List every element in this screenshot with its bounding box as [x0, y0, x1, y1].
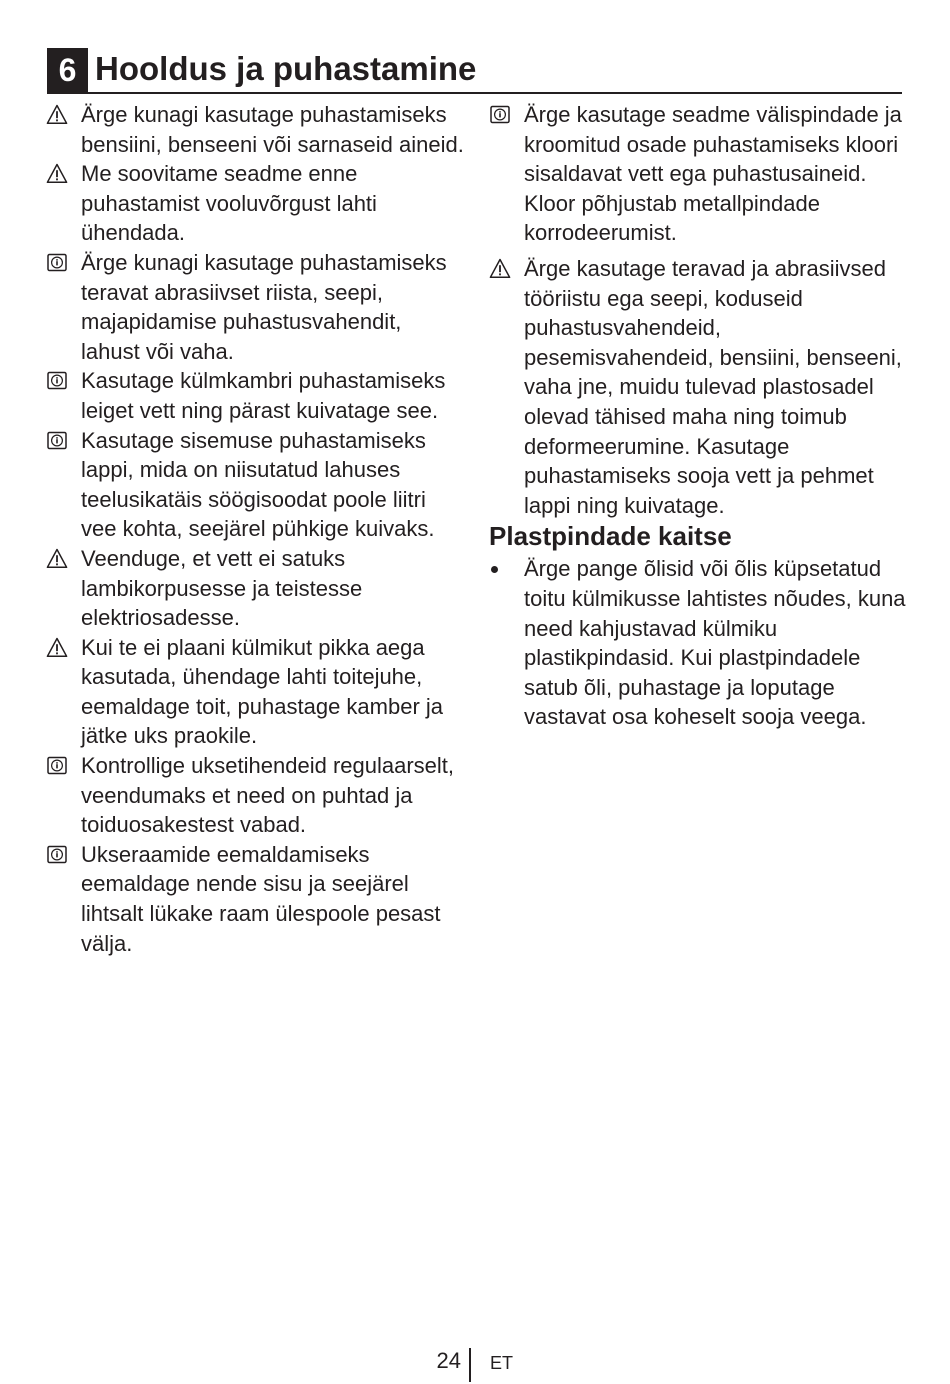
bullet-item: [489, 554, 909, 732]
list-item: [46, 544, 466, 633]
info-icon: [489, 104, 511, 125]
list-item: [489, 254, 909, 520]
list-item: [46, 366, 466, 425]
item-text: Ärge kunagi kasutage puhastamiseks teravat abrasiivset riista, seepi, majapidamise puhastusvahendit, lahust või vaha.: [81, 249, 447, 364]
item-text: Kontrollige uksetihendeid regulaarselt, veendumaks et need on puhtad ja toiduosakestest vabad.: [81, 753, 455, 838]
left-column: [46, 100, 466, 958]
item-text: Ärge kasutage teravad ja abrasiivsed tööriistu ega seepi, koduseid puhastusvahendeid, pesemisvahendeid, bensiini, benseeni, vaha jne, muidu tulevad plastosadel olevad tähised maha ning toimub deformeerumine. Kasutage puhastamiseks sooja vett ja pehmet lappi ning kuivatage.: [524, 255, 902, 518]
chapter-title: Hooldus ja puhastamine: [95, 50, 477, 87]
warning-icon: [46, 104, 68, 125]
item-text: Me soovitame seadme enne puhastamist vooluvõrgust lahti ühendada.: [81, 161, 377, 246]
list-item: [46, 159, 466, 248]
list-item: [46, 633, 466, 751]
right-column: [489, 100, 909, 732]
info-icon: [46, 252, 68, 273]
list-item: [46, 426, 466, 544]
language-code: ET: [490, 1353, 514, 1373]
list-item: [46, 751, 466, 840]
item-text: Ärge kasutage seadme välispindade ja kroomitud osade puhastamiseks kloori sisaldavat vett ega puhastusaineid. Kloor põhjustab metallpindade korrodeerumist.: [524, 102, 902, 246]
bullet-icon: [491, 566, 498, 573]
item-text: Ukseraamide eemaldamiseks eemaldage nende sisu ja seejärel lihtsalt lükake raam ülespoole pesast välja.: [81, 841, 441, 956]
page-footer: [0, 1346, 950, 1384]
footer-divider: [469, 1348, 471, 1382]
item-text: Ärge kunagi kasutage puhastamiseks bensiini, benseeni või sarnaseid aineid.: [81, 102, 464, 157]
item-text: Ärge pange õlisid või õlis küpsetatud toitu külmikusse lahtistes nõudes, kuna need kahjustavad külmiku plastikpindasid. Kui plastpindadele satub õli, puhastage ja loputage vastavat osa koheselt sooja veega.: [524, 556, 906, 730]
item-text: Veenduge, et vett ei satuks lambikorpusesse ja teistesse elektriosadesse.: [81, 545, 363, 631]
list-item: [489, 100, 909, 248]
warning-icon: [46, 548, 68, 569]
list-item: [46, 248, 466, 366]
warning-icon: [489, 258, 511, 279]
info-icon: [46, 430, 68, 451]
item-text: Kasutage külmkambri puhastamiseks leiget vett ning pärast kuivatage see.: [81, 368, 446, 423]
section-heading: Plastpindade kaitse: [489, 521, 732, 552]
info-icon: [46, 370, 68, 391]
chapter-number: 6: [47, 48, 88, 92]
warning-icon: [46, 637, 68, 658]
item-text: Kasutage sisemuse puhastamiseks lappi, mida on niisutatud lahuses teelusikatäis söögisoodat poole liitri vee kohta, seejärel pühkige kuivaks.: [81, 427, 435, 542]
warning-icon: [46, 163, 68, 184]
chapter-header: [47, 48, 902, 94]
item-text: Kui te ei plaani külmikut pikka aega kasutada, ühendage lahti toitejuhe, eemaldage toit, puhastage kamber ja jätke uks praokile.: [81, 634, 444, 749]
page-number: 24: [436, 1348, 461, 1373]
info-icon: [46, 844, 68, 865]
info-icon: [46, 755, 68, 776]
list-item: [46, 840, 466, 958]
list-item: [46, 100, 466, 159]
